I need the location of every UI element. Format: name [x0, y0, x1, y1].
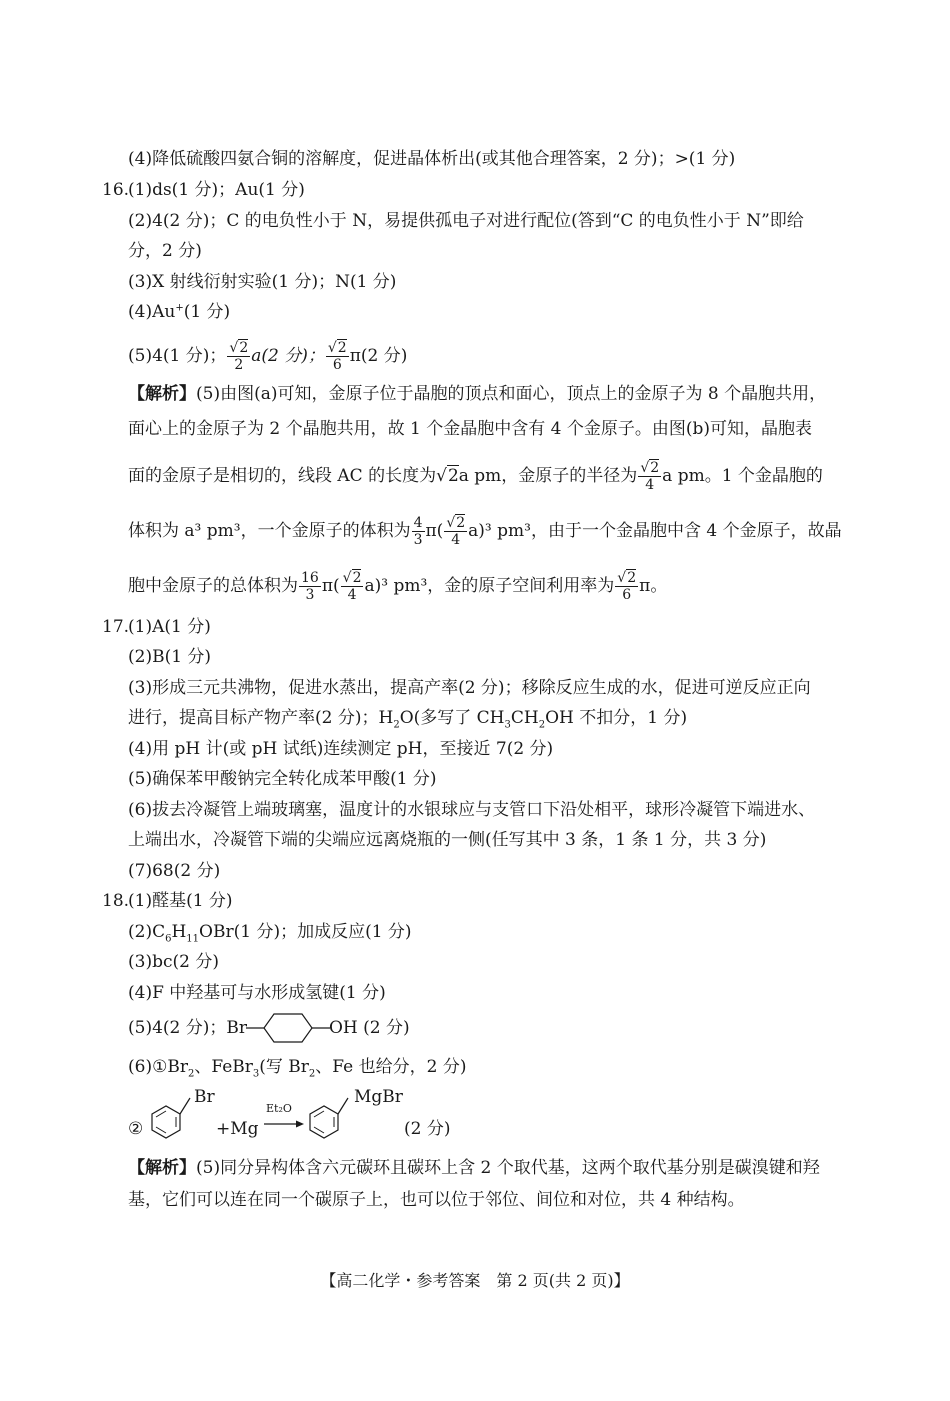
fraction-root2-over-2: $\frac{√2}{2}$ [229, 340, 249, 373]
answer-16-3: (3)X 射线衍射实验(1 分)；N(1 分) [128, 272, 397, 292]
answer-17-3: (3)形成三元共沸物，促进水蒸出，提高产率(2 分)；移除反应生成的水，促进可逆反应正向 [128, 678, 811, 698]
page-footer: 【高二化学・参考答案 第 2 页(共 2 页)】 [320, 1271, 630, 1290]
answer-16-5: (5)4(1 分)； $\frac{√2}{2}$ a(2 分)； $\frac{√2}{6}$ π(2 分) [128, 340, 408, 373]
answer-16-2-cont: 分，2 分) [128, 241, 202, 261]
answer-16-1: (1)ds(1 分)；Au(1 分) [128, 180, 305, 200]
question-number-18: 18. [102, 891, 130, 911]
analysis-18-line-1: 【解析】(5)同分异构体含六元碳环且碳环上含 2 个取代基，这两个取代基分别是碳溴键和羟 [128, 1158, 820, 1178]
answer-17-3-cont: 进行，提高目标产物产率(2 分)；$H_2O$(多写了 $CH_3CH_2OH$ 不扣分，1 分) [128, 708, 688, 731]
question-number-17: 17. [102, 617, 130, 637]
catalyst-label: Et₂O [266, 1102, 292, 1115]
answer-18-6-1: $(6)①Br_2$、FeBr$_3$(写 $Br_2$、Fe 也给分，2 分) [128, 1057, 467, 1080]
analysis-16-line-2: 面心上的金原子为 2 个晶胞共用，故 1 个金晶胞中含有 4 个金原子。由图(b)可知，晶胞表 [128, 419, 813, 439]
answer-18-3: (3)bc(2 分) [128, 952, 219, 972]
answer-18-4: (4)F 中羟基可与水形成氢键(1 分) [128, 983, 386, 1003]
mgbr-label: MgBr [354, 1087, 403, 1107]
analysis-16-line-5: 胞中金原子的总体积为 $\frac{16}{3}$ π( $\frac{√2}{4}$ a)³ pm³，金的原子空间利用率为 $\frac{√2}{6}$ π。 [128, 570, 668, 603]
phenylmagnesium-bromide-ring-icon [304, 1096, 350, 1146]
answer-17-7: (7)68(2 分) [128, 861, 221, 881]
answer-15-4: (4)降低硫酸四氨合铜的溶解度，促进晶体析出(或其他合理答案，2 分)；>(1 分) [128, 149, 736, 169]
answer-16-4: (4)Au+(1 分) [128, 302, 231, 322]
reaction-circle-2: ② [128, 1119, 144, 1139]
analysis-16-line-1: 【解析】(5)由图(a)可知，金原子位于晶胞的顶点和面心，顶点上的金原子为 8 个晶胞共用， [128, 384, 827, 404]
question-number-16: 16. [102, 180, 130, 200]
answer-17-2: (2)B(1 分) [128, 647, 212, 667]
answer-17-5: (5)确保苯甲酸钠完全转化成苯甲酸(1 分) [128, 769, 437, 789]
answer-17-4: (4)用 pH 计(或 pH 试纸)连续测定 pH，至接近 7(2 分) [128, 739, 554, 759]
analysis-16-line-4: 体积为 a³ pm³，一个金原子的体积为 $\frac{4}{3}$ π( $\frac{√2}{4}$ a)³ pm³，由于一个金晶胞中含 4 个金原子，故晶 [128, 515, 842, 548]
answer-17-6-cont: 上端出水，冷凝管下端的尖端应远离烧瓶的一侧(任写其中 3 条，1 条 1 分，共 3 分) [128, 830, 767, 850]
answer-18-1: (1)醛基(1 分) [128, 891, 233, 911]
answer-18-2: $(2)C_6H_{11}OBr(1$ 分)；加成反应(1 分) [128, 922, 412, 945]
reaction-score: (2 分) [404, 1119, 451, 1139]
answer-17-6: (6)拔去冷凝管上端玻璃塞，温度计的水银球应与支管口下沿处相平，球形冷凝管下端进水、 [128, 800, 816, 820]
analysis-18-line-2: 基，它们可以连在同一个碳原子上，也可以位于邻位、间位和对位，共 4 种结构。 [128, 1190, 745, 1210]
plus-mg: +Mg [216, 1119, 259, 1139]
answer-16-2: (2)4(2 分)；C 的电负性小于 N，易提供孤电子对进行配位(答到“C 的电负性小于 N”即给 [128, 211, 804, 231]
answer-18-5: (5)4(2 分)；Br OH (2 分) [128, 1018, 410, 1038]
answer-17-1: (1)A(1 分) [128, 617, 211, 637]
fraction-root2-over-6: $\frac{√2}{6}$ [327, 340, 347, 373]
bromo-label: Br [194, 1087, 215, 1107]
analysis-16-line-3: 面的金原子是相切的，线段 AC 的长度为√2a pm，金原子的半径为 $\frac{√2}{4}$ a pm。1 个金晶胞的 [128, 460, 823, 493]
cyclohexane-ring-icon [246, 1011, 330, 1045]
bromobenzene-ring-icon [146, 1096, 192, 1146]
reaction-arrow-icon [264, 1119, 304, 1129]
